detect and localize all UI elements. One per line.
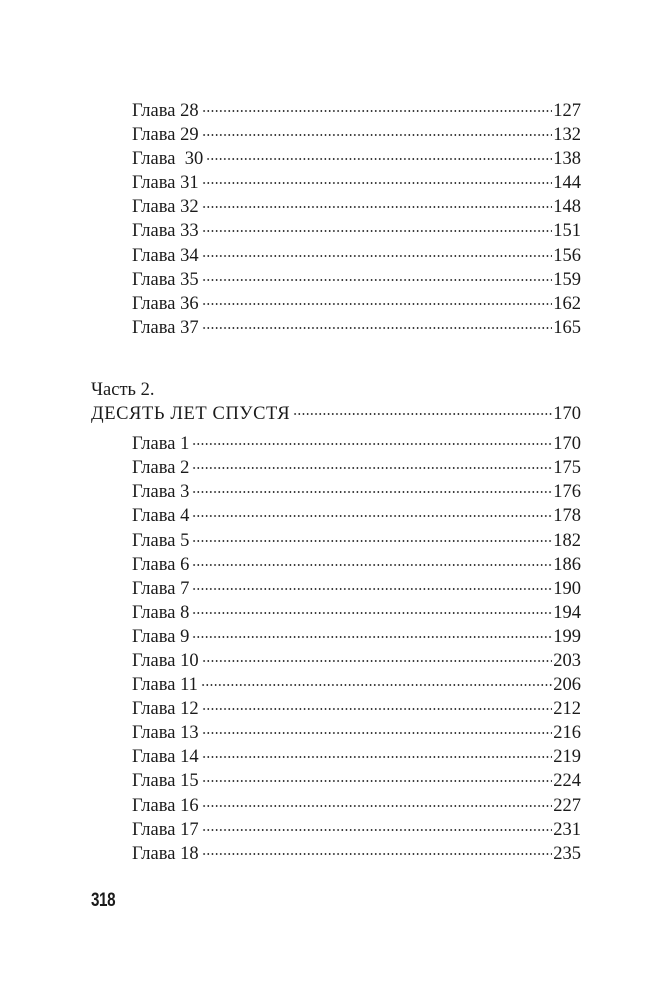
chapter-page-number: 156 — [553, 245, 581, 266]
toc-entry — [91, 794, 581, 818]
dot-leader — [202, 708, 553, 710]
chapter-label: Глава 16 — [132, 795, 199, 816]
chapter-page-number: 224 — [553, 771, 581, 792]
dot-leader — [202, 327, 553, 329]
toc-entry — [91, 673, 581, 697]
chapter-page-number: 219 — [553, 747, 581, 768]
toc-entry — [91, 171, 581, 195]
toc-entry — [91, 577, 581, 601]
chapter-label: Глава 2 — [132, 458, 190, 479]
chapter-label: Глава 33 — [132, 221, 199, 242]
chapter-page-number: 203 — [553, 650, 581, 671]
dot-leader — [202, 732, 553, 734]
part-title: ДЕСЯТЬ ЛЕТ СПУСТЯ — [91, 404, 291, 425]
toc-part-entry — [91, 402, 581, 426]
toc-entry — [91, 649, 581, 673]
chapter-page-number: 235 — [553, 843, 581, 864]
dot-leader — [202, 780, 553, 782]
toc-entry — [91, 697, 581, 721]
dot-leader — [202, 660, 553, 662]
chapter-page-number: 176 — [553, 482, 581, 503]
chapter-label: Глава 14 — [132, 747, 199, 768]
dot-leader — [192, 588, 552, 590]
chapter-label: Глава 3 — [132, 482, 190, 503]
dot-leader — [202, 829, 553, 831]
chapter-label: Глава 32 — [132, 197, 199, 218]
chapter-page-number: 159 — [553, 269, 581, 290]
dot-leader — [192, 612, 552, 614]
toc-entry — [91, 480, 581, 504]
toc-entry — [91, 147, 581, 171]
chapter-label: Глава 34 — [132, 245, 199, 266]
chapter-page-number: 206 — [553, 675, 581, 696]
toc-entry — [91, 268, 581, 292]
dot-leader — [201, 684, 552, 686]
dot-leader — [192, 636, 552, 638]
chapter-page-number: 186 — [553, 554, 581, 575]
chapter-label: Глава 4 — [132, 506, 190, 527]
dot-leader — [206, 158, 552, 160]
part-label: Часть 2. — [91, 379, 155, 400]
toc-entry — [91, 625, 581, 649]
chapter-label: Глава 9 — [132, 626, 190, 647]
chapter-page-number: 151 — [553, 221, 581, 242]
dot-leader — [192, 467, 552, 469]
chapter-page-number: 227 — [553, 795, 581, 816]
dot-leader — [202, 134, 553, 136]
chapter-page-number: 199 — [553, 626, 581, 647]
chapter-page-number: 148 — [553, 197, 581, 218]
dot-leader — [192, 564, 552, 566]
part-page-number: 170 — [553, 404, 581, 425]
toc-entry — [91, 99, 581, 123]
dot-leader — [202, 756, 553, 758]
dot-leader — [202, 110, 553, 112]
chapter-page-number: 212 — [553, 699, 581, 720]
chapter-label: Глава 30 — [132, 149, 204, 170]
dot-leader — [202, 206, 553, 208]
chapter-page-number: 132 — [553, 125, 581, 146]
dot-leader — [202, 255, 553, 257]
chapter-page-number: 144 — [553, 173, 581, 194]
chapter-label: Глава 37 — [132, 317, 199, 338]
dot-leader — [293, 413, 552, 415]
chapter-page-number: 194 — [553, 602, 581, 623]
chapter-page-number: 182 — [553, 530, 581, 551]
chapter-page-number: 216 — [553, 723, 581, 744]
toc-entry — [91, 195, 581, 219]
chapter-page-number: 127 — [553, 101, 581, 121]
table-of-contents — [91, 99, 581, 866]
chapter-label: Глава 35 — [132, 269, 199, 290]
toc-entry — [91, 842, 581, 866]
chapter-page-number: 165 — [553, 317, 581, 338]
toc-chapter-list — [91, 99, 581, 340]
chapter-page-number: 190 — [553, 578, 581, 599]
dot-leader — [192, 540, 552, 542]
section-gap — [91, 340, 581, 378]
chapter-label: Глава 29 — [132, 125, 199, 146]
chapter-page-number: 231 — [553, 819, 581, 840]
chapter-label: Глава 12 — [132, 699, 199, 720]
chapter-label: Глава 28 — [132, 101, 199, 121]
chapter-label: Глава 11 — [132, 675, 198, 696]
dot-leader — [192, 515, 552, 517]
toc-entry — [91, 721, 581, 745]
chapter-label: Глава 10 — [132, 650, 199, 671]
toc-chapter-list — [91, 432, 581, 866]
chapter-page-number: 175 — [553, 458, 581, 479]
chapter-label: Глава 31 — [132, 173, 199, 194]
toc-entry — [91, 316, 581, 340]
chapter-label: Глава 8 — [132, 602, 190, 623]
toc-entry — [91, 818, 581, 842]
dot-leader — [192, 443, 552, 445]
dot-leader — [202, 853, 553, 855]
chapter-page-number: 178 — [553, 506, 581, 527]
chapter-label: Глава 13 — [132, 723, 199, 744]
dot-leader — [202, 230, 553, 232]
page-number: 318 — [91, 890, 116, 911]
chapter-label: Глава 36 — [132, 293, 199, 314]
toc-entry — [91, 432, 581, 456]
toc-entry — [91, 504, 581, 528]
dot-leader — [202, 303, 553, 305]
toc-entry — [91, 244, 581, 268]
toc-entry — [91, 553, 581, 577]
toc-entry — [91, 529, 581, 553]
toc-entry — [91, 292, 581, 316]
toc-entry — [91, 769, 581, 793]
chapter-label: Глава 18 — [132, 843, 199, 864]
chapter-label: Глава 5 — [132, 530, 190, 551]
toc-entry — [91, 456, 581, 480]
dot-leader — [202, 805, 553, 807]
toc-entry — [91, 601, 581, 625]
toc-entry — [91, 745, 581, 769]
chapter-label: Глава 1 — [132, 434, 190, 455]
chapter-label: Глава 6 — [132, 554, 190, 575]
dot-leader — [202, 279, 553, 281]
dot-leader — [202, 182, 553, 184]
toc-entry — [91, 123, 581, 147]
dot-leader — [192, 491, 552, 493]
chapter-label: Глава 15 — [132, 771, 199, 792]
chapter-page-number: 162 — [553, 293, 581, 314]
chapter-page-number: 170 — [553, 434, 581, 455]
toc-entry — [91, 219, 581, 243]
chapter-label: Глава 7 — [132, 578, 190, 599]
chapter-label: Глава 17 — [132, 819, 199, 840]
chapter-page-number: 138 — [553, 149, 581, 170]
